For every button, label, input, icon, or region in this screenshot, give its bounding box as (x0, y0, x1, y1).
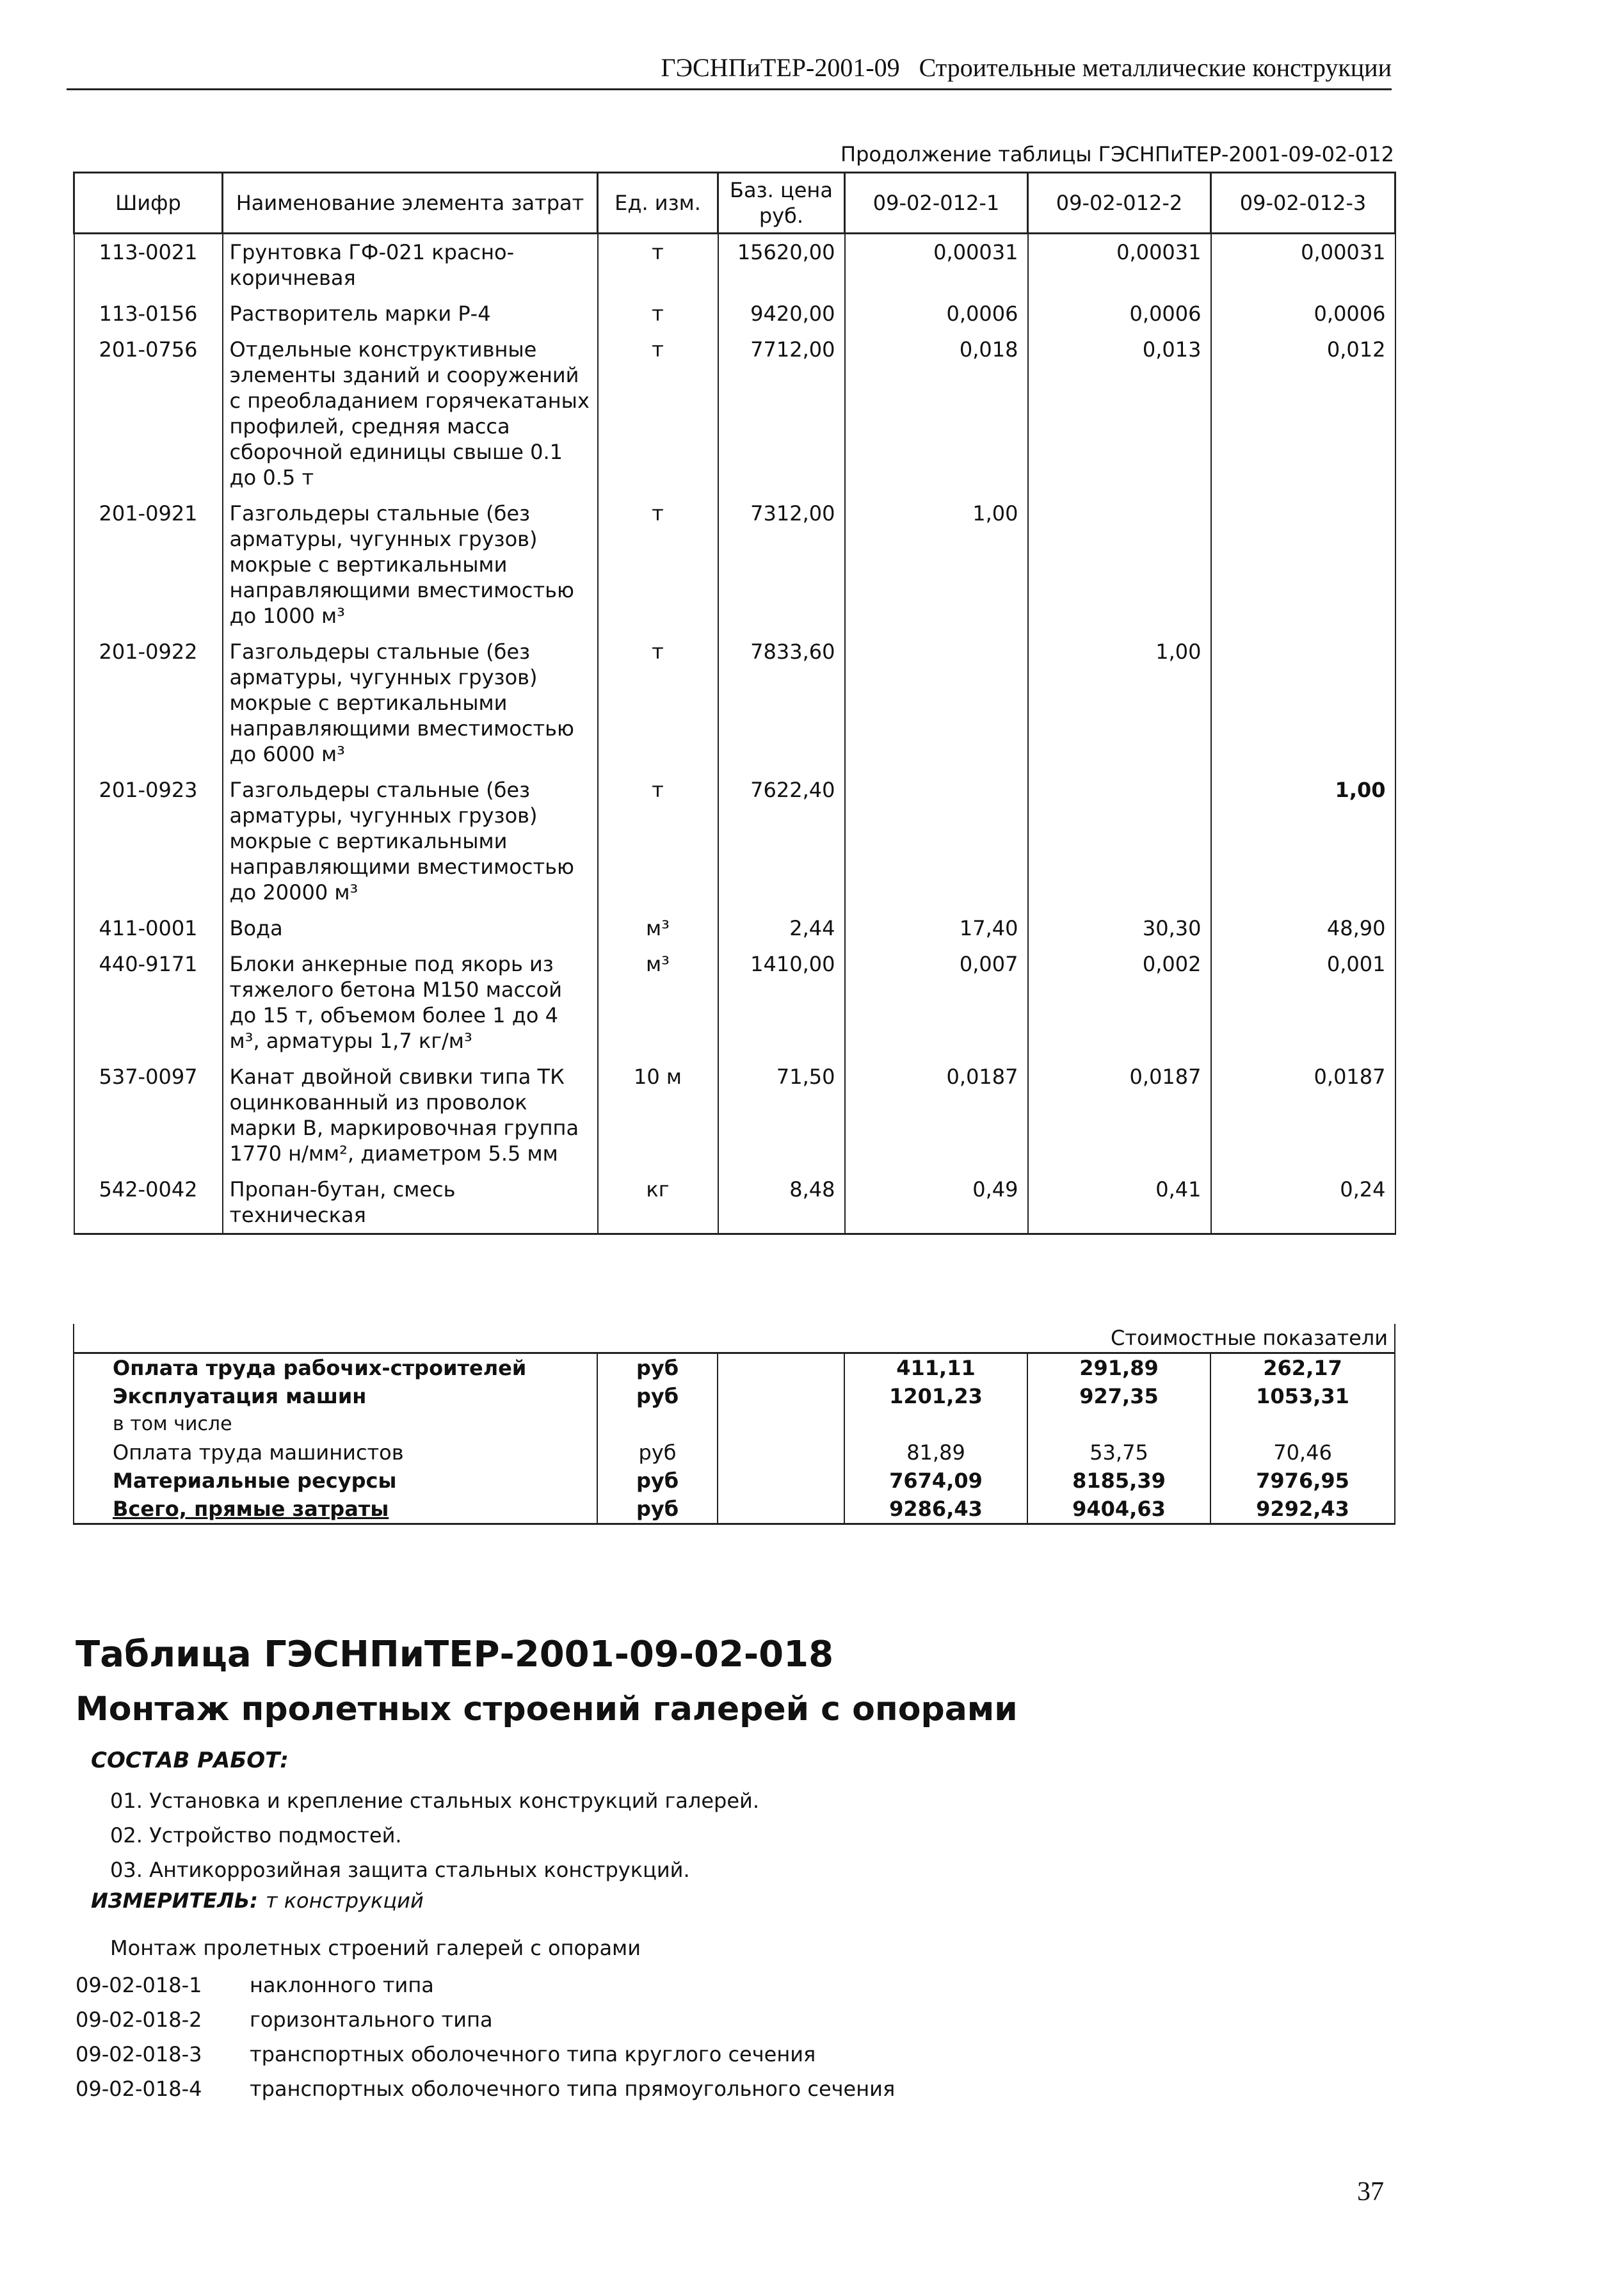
table-row (74, 1171, 1395, 1234)
cell-price: 2,44 (718, 910, 845, 946)
cell-price: 9420,00 (718, 296, 845, 332)
totals-row (74, 1495, 1395, 1524)
variants-heading: Монтаж пролетных строений галерей с опорами (110, 1936, 641, 1960)
list-item (76, 2037, 895, 2072)
cell-variant-1: 0,007 (845, 946, 1028, 1059)
cell-variant-3: 0,0006 (1211, 296, 1395, 332)
table-row (74, 634, 1395, 772)
totals-label: Материальные ресурсы (74, 1467, 597, 1495)
cell-variant-2: 0,41 (1028, 1171, 1211, 1234)
cell-price: 1410,00 (718, 946, 845, 1059)
cell-variant-3: 0,00031 (1211, 234, 1395, 296)
totals-empty-cell (718, 1495, 844, 1524)
col-header-name: Наименование элемента затрат (223, 173, 598, 234)
cost-table (73, 172, 1396, 1235)
table-row (74, 495, 1395, 634)
table-row (74, 772, 1395, 910)
totals-label: Всего, прямые затраты (74, 1495, 597, 1524)
totals-variant-3: 1053,31 (1210, 1382, 1395, 1410)
list-item: 03. Антикоррозийная защита стальных конструкций. (110, 1858, 690, 1882)
totals-unit: руб (597, 1438, 718, 1467)
cell-price: 8,48 (718, 1171, 845, 1234)
cell-code: 440-9171 (74, 946, 223, 1059)
totals-label: Оплата труда машинистов (74, 1438, 597, 1467)
cell-variant-1: 0,00031 (845, 234, 1028, 296)
cell-code: 201-0922 (74, 634, 223, 772)
cell-variant-3: 0,24 (1211, 1171, 1395, 1234)
cell-code: 542-0042 (74, 1171, 223, 1234)
totals-unit: руб (597, 1382, 718, 1410)
totals-variant-3: 9292,43 (1210, 1495, 1395, 1524)
cell-code: 201-0923 (74, 772, 223, 910)
cell-variant-1 (845, 772, 1028, 910)
cost-indicators-table (73, 1324, 1395, 1525)
cell-variant-1: 17,40 (845, 910, 1028, 946)
totals-row (74, 1353, 1395, 1383)
table-row (74, 910, 1395, 946)
totals-variant-3: 262,17 (1210, 1353, 1395, 1383)
cell-name: Растворитель марки Р-4 (223, 296, 598, 332)
cell-price: 7622,40 (718, 772, 845, 910)
cell-unit: кг (598, 1171, 718, 1234)
totals-variant-3: 7976,95 (1210, 1467, 1395, 1495)
cell-variant-1: 1,00 (845, 495, 1028, 634)
totals-label: Эксплуатация машин (74, 1382, 597, 1410)
section-title: Таблица ГЭСНПиТЕР-2001-09-02-018 (76, 1634, 834, 1675)
col-header-variant-1: 09-02-012-1 (845, 173, 1028, 234)
col-header-price: Баз. цена руб. (718, 173, 845, 234)
totals-row (74, 1382, 1395, 1410)
list-item (76, 2072, 895, 2106)
totals-unit: руб (597, 1467, 718, 1495)
cell-unit: т (598, 772, 718, 910)
variant-code: 09-02-018-4 (76, 2077, 202, 2101)
cell-variant-2: 0,002 (1028, 946, 1211, 1059)
totals-empty-cell (718, 1353, 844, 1383)
cell-name: Газгольдеры стальные (без арматуры, чугунных грузов) мокрые с вертикальными направляющими вместимостью до 20000 м³ (223, 772, 598, 910)
meter-value: т конструкций (265, 1888, 424, 1913)
cell-variant-2: 1,00 (1028, 634, 1211, 772)
cell-variant-2: 0,0006 (1028, 296, 1211, 332)
cell-variant-2: 0,013 (1028, 332, 1211, 495)
cell-code: 201-0756 (74, 332, 223, 495)
list-item: 02. Устройство подмостей. (110, 1823, 402, 1847)
totals-variant-3 (1210, 1410, 1395, 1438)
cell-name: Пропан-бутан, смесь техническая (223, 1171, 598, 1234)
cell-unit: м³ (598, 946, 718, 1059)
cell-price: 7312,00 (718, 495, 845, 634)
totals-variant-2 (1027, 1410, 1210, 1438)
meter-line (91, 1888, 424, 1913)
cell-variant-1: 0,49 (845, 1171, 1028, 1234)
totals-variant-2: 53,75 (1027, 1438, 1210, 1467)
totals-label: Оплата труда рабочих-строителей (74, 1353, 597, 1383)
cell-variant-2 (1028, 772, 1211, 910)
cell-variant-3: 0,012 (1211, 332, 1395, 495)
totals-variant-2: 927,35 (1027, 1382, 1210, 1410)
totals-label: в том числе (74, 1410, 597, 1438)
totals-variant-1: 9286,43 (844, 1495, 1027, 1524)
table-row (74, 332, 1395, 495)
cell-variant-3: 48,90 (1211, 910, 1395, 946)
totals-variant-1: 7674,09 (844, 1467, 1027, 1495)
totals-unit (597, 1410, 718, 1438)
col-header-code: Шифр (74, 173, 223, 234)
cell-price: 15620,00 (718, 234, 845, 296)
totals-variant-2: 8185,39 (1027, 1467, 1210, 1495)
cell-variant-1 (845, 634, 1028, 772)
totals-variant-1: 411,11 (844, 1353, 1027, 1383)
cell-variant-3 (1211, 495, 1395, 634)
table-row (74, 296, 1395, 332)
works-heading: СОСТАВ РАБОТ: (91, 1748, 289, 1773)
cell-variant-3: 0,0187 (1211, 1059, 1395, 1171)
totals-empty-cell (718, 1410, 844, 1438)
cell-variant-1: 0,0006 (845, 296, 1028, 332)
cell-name: Грунтовка ГФ-021 красно-коричневая (223, 234, 598, 296)
cell-unit: т (598, 495, 718, 634)
totals-empty-cell (718, 1438, 844, 1467)
table-row (74, 1059, 1395, 1171)
cell-name: Газгольдеры стальные (без арматуры, чугунных грузов) мокрые с вертикальными направляющими вместимостью до 1000 м³ (223, 495, 598, 634)
totals-variant-2: 291,89 (1027, 1353, 1210, 1383)
col-header-variant-2: 09-02-012-2 (1028, 173, 1211, 234)
cell-variant-3 (1211, 634, 1395, 772)
cell-unit: т (598, 332, 718, 495)
cell-unit: т (598, 234, 718, 296)
cell-code: 113-0156 (74, 296, 223, 332)
works-list (110, 1783, 759, 1887)
totals-empty-cell (718, 1382, 844, 1410)
table-row (74, 234, 1395, 296)
cell-variant-2: 0,0187 (1028, 1059, 1211, 1171)
totals-row (74, 1410, 1395, 1438)
cell-unit: т (598, 634, 718, 772)
totals-variant-1 (844, 1410, 1027, 1438)
cell-unit: т (598, 296, 718, 332)
totals-variant-2: 9404,63 (1027, 1495, 1210, 1524)
cell-name: Блоки анкерные под якорь из тяжелого бетона М150 массой до 15 т, объемом более 1 до 4 м³, арматуры 1,7 кг/м³ (223, 946, 598, 1059)
page-number: 37 (1357, 2177, 1384, 2207)
variant-code: 09-02-018-2 (76, 2008, 202, 2032)
cell-name: Газгольдеры стальные (без арматуры, чугунных грузов) мокрые с вертикальными направляющими вместимостью до 6000 м³ (223, 634, 598, 772)
cell-price: 7712,00 (718, 332, 845, 495)
section-subtitle: Монтаж пролетных строений галерей с опорами (76, 1690, 1018, 1728)
cell-code: 113-0021 (74, 234, 223, 296)
cell-name: Отдельные конструктивные элементы зданий и сооружений с преобладанием горячекатаных профилей, средняя масса сборочной единицы свыше 0.1 до 0.5 т (223, 332, 598, 495)
totals-row (74, 1467, 1395, 1495)
variant-text: горизонтального типа (250, 2008, 493, 2032)
cost-indicators-caption-row (74, 1324, 1395, 1353)
variant-text: транспортных оболочечного типа круглого сечения (250, 2042, 816, 2066)
totals-empty-cell (718, 1467, 844, 1495)
cell-name: Канат двойной свивки типа ТК оцинкованный из проволок марки В, маркировочная группа 1770 н/мм², диаметром 5.5 мм (223, 1059, 598, 1171)
cell-unit: м³ (598, 910, 718, 946)
cell-variant-3: 1,00 (1211, 772, 1395, 910)
col-header-variant-3: 09-02-012-3 (1211, 173, 1395, 234)
cell-code: 201-0921 (74, 495, 223, 634)
cost-indicators-caption: Стоимостные показатели (74, 1324, 1395, 1353)
cell-unit: 10 м (598, 1059, 718, 1171)
header-doc-title: Строительные металлические конструкции (919, 53, 1392, 82)
cell-code: 411-0001 (74, 910, 223, 946)
list-item: 01. Установка и крепление стальных конструкций галерей. (110, 1789, 759, 1813)
cell-variant-3: 0,001 (1211, 946, 1395, 1059)
list-item (76, 2002, 895, 2037)
header-doc-code: ГЭСНПиТЕР-2001-09 (661, 53, 900, 82)
table-header-row (74, 173, 1395, 234)
cell-price: 71,50 (718, 1059, 845, 1171)
meter-label: ИЗМЕРИТЕЛЬ: (91, 1888, 258, 1913)
cell-name: Вода (223, 910, 598, 946)
variant-text: наклонного типа (250, 1973, 434, 1997)
cell-variant-2 (1028, 495, 1211, 634)
totals-variant-3: 70,46 (1210, 1438, 1395, 1467)
totals-variant-1: 81,89 (844, 1438, 1027, 1467)
table-row (74, 946, 1395, 1059)
running-header (67, 50, 1392, 90)
variant-code: 09-02-018-1 (76, 1973, 202, 1997)
list-item (76, 1968, 895, 2002)
variants-list (76, 1968, 895, 2106)
totals-unit: руб (597, 1353, 718, 1383)
totals-variant-1: 1201,23 (844, 1382, 1027, 1410)
totals-unit: руб (597, 1495, 718, 1524)
totals-row (74, 1438, 1395, 1467)
variant-text: транспортных оболочечного типа прямоугольного сечения (250, 2077, 896, 2101)
col-header-unit: Ед. изм. (598, 173, 718, 234)
cell-variant-1: 0,018 (845, 332, 1028, 495)
cell-variant-2: 30,30 (1028, 910, 1211, 946)
table-continuation-caption: Продолжение таблицы ГЭСНПиТЕР-2001-09-02-012 (840, 142, 1394, 166)
cell-variant-1: 0,0187 (845, 1059, 1028, 1171)
cell-variant-2: 0,00031 (1028, 234, 1211, 296)
cell-price: 7833,60 (718, 634, 845, 772)
variant-code: 09-02-018-3 (76, 2042, 202, 2066)
cell-code: 537-0097 (74, 1059, 223, 1171)
